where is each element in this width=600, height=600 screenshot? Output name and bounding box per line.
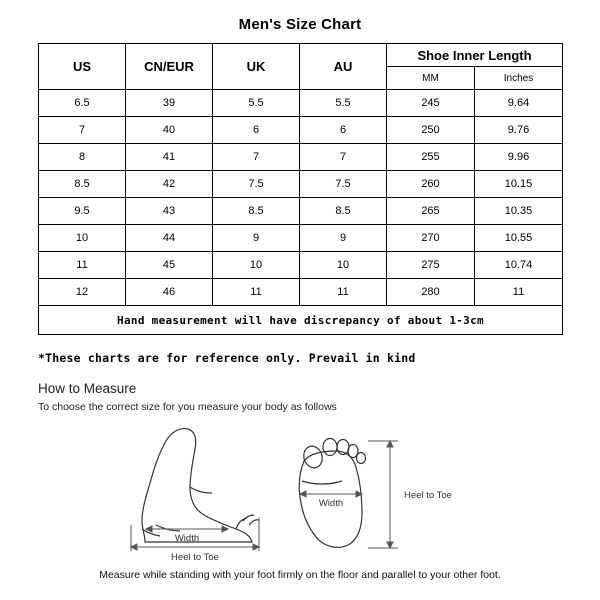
cell-uk: 7.5 (213, 171, 300, 198)
cell-inches: 10.74 (475, 252, 563, 279)
measure-footer-note: Measure while standing with your foot firmly on the floor and parallel to your other foot. (99, 569, 501, 581)
table-header-row (39, 44, 563, 67)
page-title: Men's Size Chart (238, 16, 362, 33)
top-heel-to-toe-measure (368, 441, 398, 548)
column-header-inches: Inches (475, 67, 563, 90)
cell-au: 11 (300, 279, 387, 306)
column-header-uk: UK (213, 44, 300, 90)
cell-inches: 9.64 (475, 90, 563, 117)
column-header-cn-eur: CN/EUR (126, 44, 213, 90)
cell-us: 12 (39, 279, 126, 306)
cell-inches: 10.55 (475, 225, 563, 252)
disclaimer-text: *These charts are for reference only. Prevail in kind (38, 351, 416, 365)
cell-au: 10 (300, 252, 387, 279)
table-head (39, 44, 563, 90)
cell-mm: 270 (387, 225, 475, 252)
cell-uk: 6 (213, 117, 300, 144)
cell-mm: 265 (387, 198, 475, 225)
cell-au: 5.5 (300, 90, 387, 117)
table-row (39, 117, 563, 144)
cell-uk: 10 (213, 252, 300, 279)
cell-cn-eur: 44 (126, 225, 213, 252)
side-width-measure (146, 526, 228, 532)
cell-mm: 275 (387, 252, 475, 279)
cell-us: 11 (39, 252, 126, 279)
cell-uk: 11 (213, 279, 300, 306)
cell-inches: 11 (475, 279, 563, 306)
cell-cn-eur: 39 (126, 90, 213, 117)
cell-uk: 8.5 (213, 198, 300, 225)
cell-us: 8 (39, 144, 126, 171)
cell-mm: 250 (387, 117, 475, 144)
table-row (39, 279, 563, 306)
cell-cn-eur: 42 (126, 171, 213, 198)
column-header-shoe-inner-length: Shoe Inner Length (387, 44, 563, 67)
cell-uk: 5.5 (213, 90, 300, 117)
how-to-measure-heading: How to Measure (38, 381, 137, 396)
how-to-measure-subheading: To choose the correct size for you measure your body as follows (38, 401, 337, 413)
cell-inches: 10.35 (475, 198, 563, 225)
table-footer-note: Hand measurement will have discrepancy of about 1-3cm (39, 306, 563, 335)
cell-us: 8.5 (39, 171, 126, 198)
cell-au: 7.5 (300, 171, 387, 198)
column-header-mm: MM (387, 67, 475, 90)
table-row (39, 171, 563, 198)
column-header-us: US (39, 44, 126, 90)
cell-us: 6.5 (39, 90, 126, 117)
foot-side-view-icon (142, 429, 259, 542)
size-chart-table (38, 43, 563, 335)
cell-inches: 9.76 (475, 117, 563, 144)
table-row (39, 90, 563, 117)
table-row (39, 252, 563, 279)
side-heel-to-toe-label: Heel to Toe (171, 552, 219, 563)
table-footer-row (39, 306, 563, 335)
cell-au: 7 (300, 144, 387, 171)
top-width-label: Width (318, 498, 344, 509)
cell-cn-eur: 40 (126, 117, 213, 144)
cell-cn-eur: 41 (126, 144, 213, 171)
column-header-au: AU (300, 44, 387, 90)
cell-uk: 9 (213, 225, 300, 252)
cell-inches: 10.15 (475, 171, 563, 198)
cell-us: 9.5 (39, 198, 126, 225)
cell-cn-eur: 45 (126, 252, 213, 279)
cell-uk: 7 (213, 144, 300, 171)
top-heel-to-toe-label: Heel to Toe (404, 490, 452, 501)
cell-us: 10 (39, 225, 126, 252)
cell-us: 7 (39, 117, 126, 144)
measurement-diagram (38, 417, 562, 567)
cell-mm: 245 (387, 90, 475, 117)
side-width-label: Width (174, 533, 200, 544)
cell-au: 9 (300, 225, 387, 252)
cell-inches: 9.96 (475, 144, 563, 171)
cell-au: 6 (300, 117, 387, 144)
top-width-measure (300, 491, 362, 497)
cell-au: 8.5 (300, 198, 387, 225)
cell-cn-eur: 46 (126, 279, 213, 306)
table-row (39, 144, 563, 171)
cell-mm: 260 (387, 171, 475, 198)
table-row (39, 225, 563, 252)
table-row (39, 198, 563, 225)
table-body (39, 90, 563, 335)
foot-diagram-svg (38, 417, 562, 567)
cell-mm: 280 (387, 279, 475, 306)
cell-cn-eur: 43 (126, 198, 213, 225)
cell-mm: 255 (387, 144, 475, 171)
